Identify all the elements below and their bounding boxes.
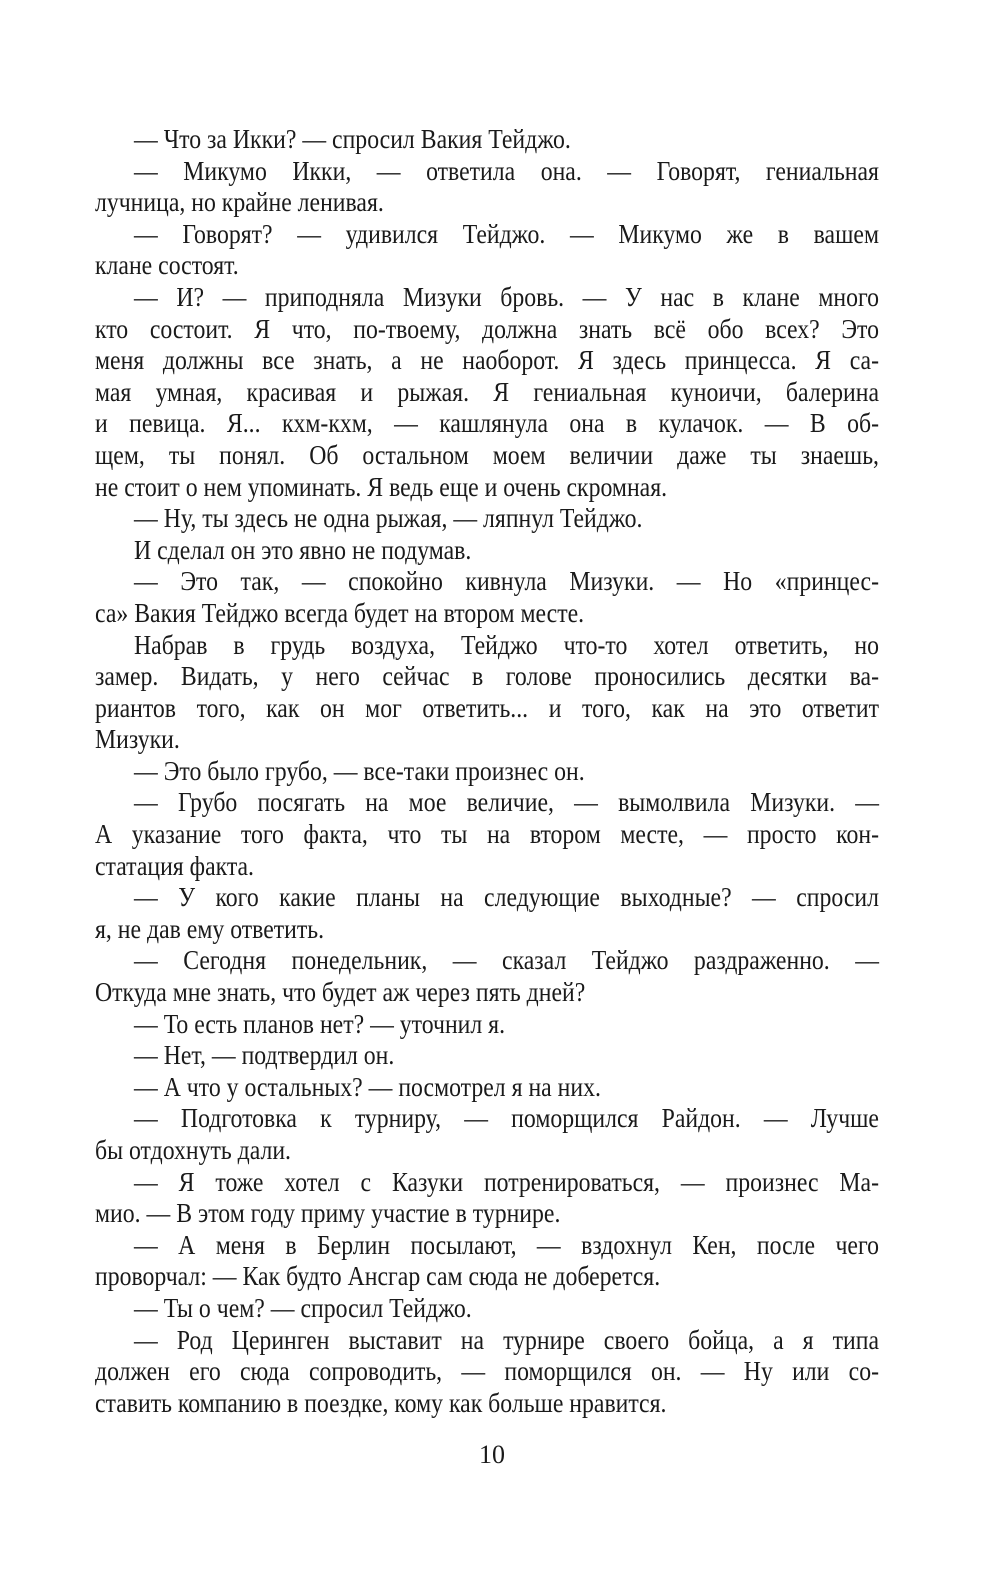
text-line-content: — Ты о чем? — спросил Тейджо. [134, 1292, 472, 1323]
text-line [95, 914, 879, 946]
text-line [95, 598, 879, 630]
text-line [95, 1135, 879, 1167]
text-line [95, 314, 879, 346]
text-line-content: проворчал: — Как будто Ансгар сам сюда не доберется. [95, 1261, 661, 1292]
text-line [95, 1072, 879, 1104]
text-line [95, 661, 879, 693]
text-line-content: статация факта. [95, 850, 255, 881]
text-line [95, 440, 879, 472]
text-line-content: бы отдохнуть дали. [95, 1135, 292, 1165]
text-line [95, 1261, 879, 1293]
text-line-content: Откуда мне знать, что будет аж через пять дней? [95, 977, 586, 1008]
text-line-content: не стоит о нем упоминать. Я ведь еще и очень скромная. [95, 471, 668, 502]
text-line [95, 1167, 879, 1199]
text-line-content: Мизуки. [95, 724, 180, 755]
text-line [95, 282, 879, 314]
text-line-content: — Сегодня понедельник, — сказал Тейджо раздраженно. — [134, 945, 879, 976]
text-line [95, 250, 879, 282]
text-line-content: — Подготовка к турниру, — поморщился Райдон. — Лучше [134, 1103, 879, 1134]
text-line [95, 945, 879, 977]
text-line-content: ставить компанию в поездке, кому как больше нравится. [95, 1387, 667, 1418]
text-line [95, 187, 879, 219]
text-line-content: риантов того, как он мог ответить... и того, как на это ответит [95, 692, 879, 723]
text-line [95, 535, 879, 567]
text-line-content: — То есть планов нет? — уточнил я. [134, 1008, 506, 1039]
text-line-content: замер. Видать, у него сейчас в голове проносились десятки ва- [95, 661, 879, 692]
text-line [95, 219, 879, 251]
text-line-content: — У кого какие планы на следующие выходные? — спросил [134, 882, 879, 913]
text-line-content: — Ну, ты здесь не одна рыжая, — ляпнул Тейджо. [134, 503, 643, 534]
page-number: 10 [479, 1440, 505, 1469]
text-line-content: меня должны все знать, а не наоборот. Я здесь принцесса. Я са- [95, 345, 879, 376]
text-line [95, 566, 879, 598]
text-line-content: мая умная, красивая и рыжая. Я гениальная куноичи, балерина [95, 376, 879, 407]
text-line-content: — Говорят? — удивился Тейджо. — Микумо же в вашем [134, 218, 879, 249]
text-line [95, 408, 879, 440]
text-line-content: И сделал он это явно не подумав. [134, 534, 472, 565]
body-text [95, 124, 879, 1419]
text-line-content: мио. — В этом году приму участие в турнире. [95, 1198, 561, 1229]
text-line-content: — Это так, — спокойно кивнула Мизуки. — Но «принцес- [134, 566, 879, 597]
text-line [95, 124, 879, 156]
text-line [95, 787, 879, 819]
text-line-content: — А что у остальных? — посмотрел я на них. [134, 1071, 601, 1102]
text-line [95, 977, 879, 1009]
text-line-content: я, не дав ему ответить. [95, 913, 325, 944]
text-line-content: — Что за Икки? — спросил Вакия Тейджо. [134, 124, 571, 154]
text-line [95, 851, 879, 883]
text-line-content: клане состоят. [95, 250, 239, 281]
text-line-content: — И? — приподняла Мизуки бровь. — У нас в клане много [134, 281, 879, 312]
text-line [95, 1009, 879, 1041]
text-line [95, 882, 879, 914]
text-line [95, 156, 879, 188]
text-line [95, 472, 879, 504]
text-line [95, 819, 879, 851]
text-line [95, 630, 879, 662]
text-line [95, 1388, 879, 1420]
text-line-content: — Род Церинген выставит на турнире своего бойца, а я типа [134, 1324, 879, 1355]
text-line-content: А указание того факта, что ты на втором месте, — просто кон- [95, 819, 879, 850]
text-line [95, 1230, 879, 1262]
text-line [95, 377, 879, 409]
text-line [95, 1103, 879, 1135]
text-line [95, 756, 879, 788]
text-line [95, 345, 879, 377]
text-line-content: — Грубо посягать на мое величие, — вымолвила Мизуки. — [134, 787, 879, 818]
text-line-content: и певица. Я... кхм-кхм, — кашлянула она в кулачок. — В об- [95, 408, 879, 439]
text-line-content: Набрав в грудь воздуха, Тейджо что-то хотел ответить, но [134, 629, 879, 660]
text-line-content: — А меня в Берлин посылают, — вздохнул Кен, после чего [134, 1229, 879, 1260]
text-line-content: са» Вакия Тейджо всегда будет на втором месте. [95, 597, 585, 628]
text-line-content: — Нет, — подтвердил он. [134, 1040, 395, 1071]
text-line-content: должен его сюда сопроводить, — поморщился он. — Ну или со- [95, 1356, 879, 1387]
text-line [95, 503, 879, 535]
text-line [95, 724, 879, 756]
text-line [95, 1293, 879, 1325]
text-line [95, 693, 879, 725]
text-line-content: — Я тоже хотел с Казуки потренироваться, — произнес Ма- [134, 1166, 879, 1197]
text-line-content: кто состоит. Я что, по-твоему, должна знать всё обо всех? Это [95, 313, 879, 344]
text-line [95, 1040, 879, 1072]
text-line-content: — Микумо Икки, — ответила она. — Говорят, гениальная [134, 155, 879, 186]
text-line-content: лучница, но крайне ленивая. [95, 187, 384, 218]
text-line-content: — Это было грубо, — все-таки произнес он. [134, 755, 585, 786]
text-line-content: щем, ты понял. Об остальном моем величии даже ты знаешь, [95, 439, 879, 470]
text-line [95, 1198, 879, 1230]
text-line [95, 1356, 879, 1388]
text-line [95, 1325, 879, 1357]
